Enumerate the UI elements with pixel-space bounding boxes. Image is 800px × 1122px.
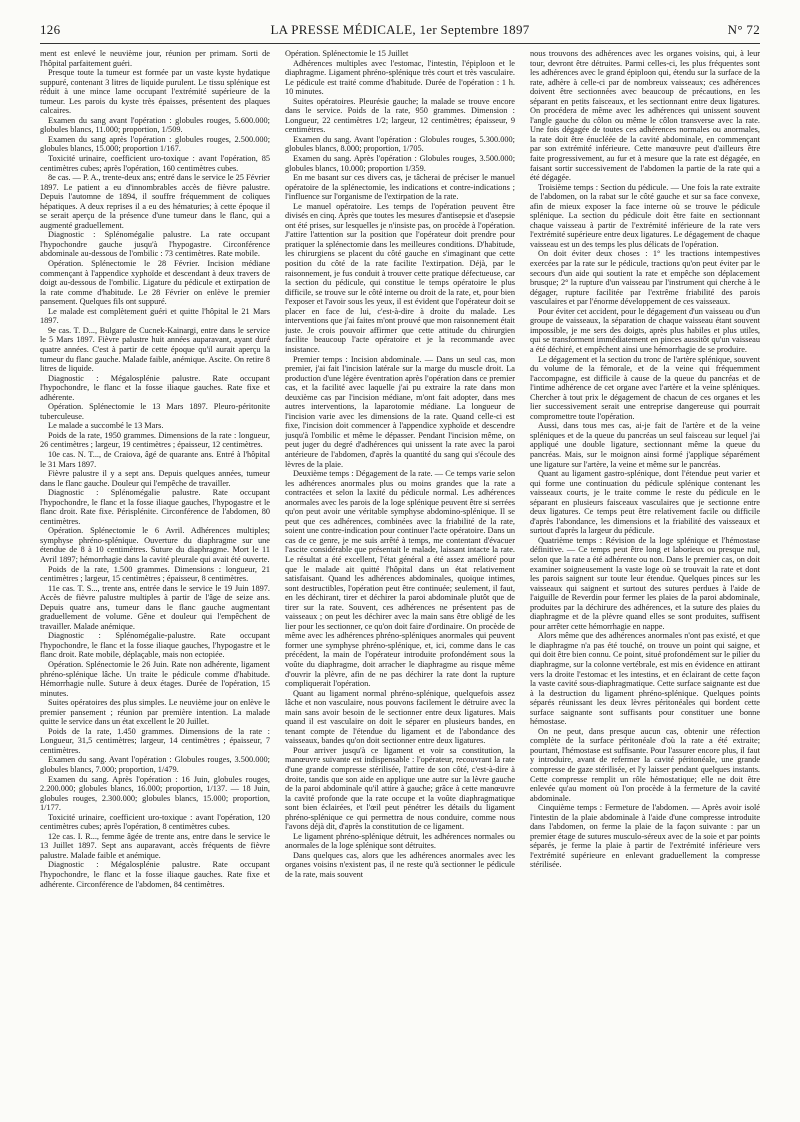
paragraph: Poids de la rate, 1.500 grammes. Dimensions : longueur, 21 centimètres ; largeur, 15 centimètres ; épaisseur, 8 centimètres. — [40, 564, 270, 584]
paragraph: Examen du sang après l'opération : globules rouges, 2.500.000; globules blancs, 15.000; proportion 1/167. — [40, 134, 270, 154]
paragraph: 10e cas. N. T..., de Craiova, âgé de quarante ans. Entré à l'hôpital le 31 Mars 1897. — [40, 449, 270, 469]
paragraph: Deuxième temps : Dégagement de la rate. — Ce temps varie selon les adhérences anormales plus ou moins grandes que la rate a contractées et selon la laxité du pédicule normal. Les adhérences anormales avec les parois de la loge splénique peuvent être si serrées qu'on peut avoir une véritable symphyse abdomino-splénique. Il se peut que ces adhérences, combinées avec la friabilité de la rate, soient une contre-indication pour continuer l'acte opératoire. Dans un cas de ce genre, je me suis arrêté à temps, me contentant d'évacuer l'ascite considérable que présentait le malade, laissant intacte la rate. Le résultat a été excellent, l'état général a été assez amélioré pour que le malade ait quitté l'hôpital dans un état relativement satisfaisant. Quand les adhérences abdominales, quoique intimes, sont destructibles, l'opération peut être continuée; seulement, il faut, en les déchirant, tirer et déchirer la paroi abdominale plutôt que de tirer sur la rate. Souvent, ces adhérences ne présentent pas de vaisseaux ; on peut les déchirer avec la main sans être obligé de les lier pour les sectionner, ce qu'on doit faire d'ordinaire. On procède de même avec les adhérences phréno-spléniques anormales qui peuvent former une symphyse phréno-splénique, et, ici, comme dans le cas précédent, la main de l'opérateur introduite profondément sous la voûte du diaphragme, doit arracher le diaphragme au risque même d'ouvrir la plèvre, afin de ne pas déchirer la rate dont la rupture compliquerait l'opération. — [285, 469, 515, 689]
paragraph: Presque toute la tumeur est formée par un vaste kyste hydatique suppuré, contenant 3 litres de liquide purulent. Le tissu splénique est réduit à une mince lame occupant l'extrémité supérieure de la tumeur. Les parois du kyste très épaisses, présentent des plaques calcaires. — [40, 68, 270, 116]
column-right — [530, 49, 760, 1114]
paragraph: 11e cas. T. S..., trente ans, entrée dans le service le 19 Juin 1897. Accès de fièvre palustre multiples à partir de l'âge de seize ans. Depuis quatre ans, tumeur dans le flanc gauche augmentant graduellement de volume. Gêne et douleur qui l'empêchent de travailler. Malade anémique. — [40, 583, 270, 631]
paragraph: Opération. Splénectomie le 13 Mars 1897. Pleuro-péritonite tuberculeuse. — [40, 402, 270, 421]
page-number: 126 — [40, 22, 61, 37]
paragraph: Pour arriver jusqu'à ce ligament et voir sa constitution, la manœuvre suivante est indispensable : l'opérateur, recouvrant la rate d'une grande compresse stérilisée, l'attire de son côté, c'est-à-dire à droite, tandis que son aide en applique une autre sur la lèvre gauche de la paroi abdominale qu'il attire à gauche; grâce à cette manœuvre la cavité profonde que la rate occupe et la voûte diaphragmatique sont bien éclairées, et l'œil peut pénétrer les détails du ligament phréno-splénique ce qui permettra de nous conduire, comme nous l'avons déjà dit, d'après la constitution de ce ligament. — [285, 745, 515, 832]
paragraph: Examen du sang. Après l'opération : 16 Juin, globules rouges, 2.200.000; globules blancs, 16.000; proportion, 1/137. — 18 Juin, globules rouges, 2.300.000; globules blancs, 15.000; proportion, 1/177. — [40, 774, 270, 813]
paragraph: Quatrième temps : Révision de la loge splénique et l'hémostase définitive. — Ce temps peut être long et laborieux ou presque nul, selon que la rate a été adhérente ou non. Dans le premier cas, on doit examiner soigneusement la vaste loge où se trouvait la rate et dont les parois saignent sur toute leur étendue. Quelques pinces sur les vaisseaux qui saignent et surtout des sutures perdues à l'aide de l'aiguille de Reverdin pour fermer les plaies de la paroi abdominale, produites par la déchirure des adhérences, et la suture des plaies du diaphragme et de la plèvre quand elles se sont produites, suffisent pour arrêter cette hémorrhagie en nappe. — [530, 535, 760, 631]
text-columns — [40, 49, 760, 1114]
header-rule — [40, 43, 760, 44]
paragraph: Diagnostic : Mégalosplénie palustre. Rate occupant l'hypochondre, le flanc et la fosse iliaque gauches. Rate fixe et adhérente. — [40, 373, 270, 402]
paragraph: Diagnostic : Splénomégalie palustre. La rate occupant l'hypochondre gauche jusqu'à l'hypogastre. Circonférence abdominale au-dessous de l'ombilic : 73 centimètres. Rate mobile. — [40, 230, 270, 259]
running-header — [40, 22, 760, 40]
paragraph: Poids de la rate, 1950 grammes. Dimensions de la rate : longueur, 26 centimètres ; largeur, 19 centimètres ; épaisseur, 12 centimètres. — [40, 430, 270, 450]
paragraph: 12e cas. I. R..., femme âgée de trente ans, entre dans le service le 13 Juillet 1897. Sept ans auparavant, accès fréquents de fièvre palustre. Malade faible et anémique. — [40, 831, 270, 860]
paragraph: Le ligament phréno-splénique détruit, les adhérences normales ou anormales de la loge splénique sont détruites. — [285, 831, 515, 851]
paragraph: 8e cas. — P. A., trente-deux ans; entré dans le service le 25 Février 1897. Le patient a eu d'innombrables accès de fièvre palustre. Depuis l'automne de 1894, il souffre fréquemment de coliques hépatiques. A deux reprises il a eu des hématuries; à cette époque il se serait aperçu de la présence d'une tumeur dans le flanc, qui a augmenté graduellement. — [40, 173, 270, 230]
paragraph: ment est enlevé le neuvième jour, réunion per primam. Sorti de l'hôpital parfaitement guéri. — [40, 49, 270, 68]
issue-number: N° 72 — [727, 22, 760, 37]
paragraph: Aussi, dans tous mes cas, ai-je fait de l'artère et de la veine spléniques et de la queue du pancréas un seul faisceau sur lequel j'ai appliqué une double ligature, sectionnant même la queue du pancréas. Mais, sur le moignon ainsi formé j'applique séparément une ligature sur l'artère, la veine et même sur le pancréas. — [530, 421, 760, 469]
paragraph: Examen du sang. Après l'opération : Globules rouges, 3.500.000; globules blancs, 10.000; proportion 1/359. — [285, 154, 515, 173]
column-left — [40, 49, 270, 1114]
paragraph: Poids de la rate, 1.450 grammes. Dimensions de la rate : Longueur, 31,5 centimètres; largeur, 14 centimètres ; épaisseur, 7 centimètres. — [40, 726, 270, 755]
paragraph: Le dégagement et la section du tronc de l'artère splénique, souvent du volume de la fémorale, et de la veine qui fréquemment l'accompagne, est difficile à cause de la queue du pancréas et de l'intime adhérence de cet organe avec l'artère et la veine spléniques. Chercher à tout prix le dégagement de chacun de ces organes et les lier successivement serait une entreprise dangereuse qui pourrait compromettre toute l'opération. — [530, 354, 760, 421]
paragraph: Cinquième temps : Fermeture de l'abdomen. — Après avoir isolé l'intestin de la plaie abdominale à l'aide d'une compresse introduite dans l'abdomen, on ferme la plaie de la façon suivante : par un premier étage de sutures musculo-séreux avec de la soie et par points séparés, je ferme la plaie à partir de l'extrémité inférieure vers l'extrémité supérieure en enlevant graduellement la compresse stérilisée. — [530, 803, 760, 870]
paragraph: En me basant sur ces divers cas, je tâcherai de préciser le manuel opératoire de la splénectomie, les indications et contre-indications ; l'influence sur l'organisme de l'extirpation de la rate. — [285, 173, 515, 202]
paragraph: Troisième temps : Section du pédicule. — Une fois la rate extraite de l'abdomen, on la rabat sur le côté gauche et sur sa face convexe, afin de mieux exposer la face interne où se trouve le pédicule splénique. La section du pédicule doit être faite en sectionnant chaque vaisseau à partir de l'extrémité inférieure de la rate vers l'extrémité supérieure entre deux ligatures. Le dégagement de chaque vaisseau est un des temps les plus délicats de l'opération. — [530, 182, 760, 249]
paragraph: Opération. Splénectomie le 26 Juin. Rate non adhérente, ligament phréno-splénique lâche. Un traite le pédicule comme d'habitude. Hémorrhagie nulle. Suture à deux étages. Durée de l'opération, 15 minutes. — [40, 660, 270, 698]
paragraph: Examen du sang. Avant l'opération : Globules rouges, 3.500.000; globules blancs, 7.000; proportion, 1/479. — [40, 755, 270, 775]
paragraph: Opération. Splénectomie le 15 Juillet — [285, 49, 409, 58]
paragraph: Diagnostic : Splénomégalie palustre. Rate occupant l'hypochondre, le flanc et la fosse iliaque gauches, l'hypogastre et le flanc droit. Rate fixe. Périsplénite. Circonférence de l'abdomen, 80 centimètres. — [40, 488, 270, 526]
paragraph: Diagnostic : Splénomégalie-palustre. Rate occupant l'hypochondre, le flanc et la fosse iliaque gauches, l'hypogastre et le flanc droit. Rate mobile, déplaçable, mais non ectopiée. — [40, 631, 270, 660]
paragraph: Opération. Splénectomie le 6 Avril. Adhérences multiples; symphyse phréno-splénique. Ouverture du diaphragme sur une étendue de 8 à 10 centimètres. Suture du diaphragme. Mort le 11 Avril 1897; hémorrhagie dans la cavité pleurale qui avait été ouverte. — [40, 526, 270, 564]
paragraph: nous trouvons des adhérences avec les organes voisins, qui, à leur tour, devront être détruites. Parmi celles-ci, les plus fréquentes sont les adhérences avec le grand épiploon qui, étendu sur la surface de la rate, adhère à celle-ci par de nombreux vaisseaux; ces adhérences doivent être sectionnées avec beaucoup de précautions, en les séparant en petits faisceaux, et les sectionnant entre deux ligatures. On procédera de même avec les adhérences qui unissent souvent l'angle gauche du côlon ou même le côlon transverse avec la rate. Une fois dégagée de toutes ces adhérences normales ou anormales, la rate doit être énucléée de la cavité abdominale, en commençant par son extrémité inférieure. Cette manœuvre peut d'ailleurs être faite progressivement, au fur et à mesure que la rate est dégagée, en faisant sortir successivement de l'abdomen la partie de la rate qui a été dégagée. — [530, 49, 760, 183]
paragraph: Fièvre palustre il y a sept ans. Depuis quelques années, tumeur dans le flanc gauche. Douleur qui l'empêche de travailler. — [40, 469, 270, 488]
paragraph: Examen du sang avant l'opération : globules rouges, 5.600.000; globules blancs, 11.000; proportion, 1/509. — [40, 115, 270, 135]
paragraph: 9e cas. T. D..., Bulgare de Cucnek-Kainargi, entre dans le service le 5 Mars 1897. Fièvre palustre huit années auparavant, ayant duré quatre années. C'est à partir de cette époque qu'il aurait aperçu la tumeur du flanc gauche. Malade faible, anémique. Ascite. On retire 8 litres de liquide. — [40, 325, 270, 374]
paragraph: Alors même que des adhérences anormales n'ont pas existé, et que le diaphragme n'a pas été touché, on trouve un point qui saigne, et qui doit être bien connu. Ce point, situé profondément sur le pilier du diaphragme, sur la colonne vertébrale, est mis en évidence en attirant vers la droite l'estomac et les intestins, et en éclairant de cette façon la vaste cavité sous-diaphragmatique. Cette surface saignante est due à la destruction du ligament phréno-splénique. Quelques points séparés réunissant les deux lèvres péritonéales qui bordent cette surface saignante sont suffisants pour constituer une bonne hémostase. — [530, 631, 760, 727]
paragraph: Suites opératoires. Pleurésie gauche; la malade se trouve encore dans le service. Poids de la rate, 950 grammes. Dimension : Longueur, 22 centimètres 1/2; largeur, 12 centimètres; épaisseur, 9 centimètres. — [285, 96, 515, 135]
paragraph: Le malade a succombé le 13 Mars. — [48, 421, 164, 431]
paragraph: Suites opératoires des plus simples. Le neuvième jour on enlève le premier pansement ; réunion par première intention. La malade quitte le service dans un état excellent le 20 Juillet. — [40, 698, 270, 727]
paragraph: Le malade est complètement guéri et quitte l'hôpital le 21 Mars 1897. — [40, 306, 270, 326]
paragraph: On ne peut, dans presque aucun cas, obtenir une réfection complète de la surface péritonéale d'où la rate a été extraite; pourtant, l'hémostase est suffisante. Pour l'assurer encore plus, il faut y introduire, avant de refermer la cavité péritonéale, une grande compresse de gaze stérilisée, et l'y laisser pendant quelques instants. Cette compresse remplit un rôle hémostatique; elle ne doit être enlevée qu'au moment où l'on procède à la fermeture de la cavité abdominale. — [530, 726, 760, 803]
paragraph: Pour éviter cet accident, pour le dégagement d'un vaisseau ou d'un groupe de vaisseaux, la séparation de chaque vaisseau étant souvent impossible, je me sers des doigts, après plus habiles et plus utiles, qui se transforment immédiatement en pinces aussitôt qu'un vaisseau a été déchiré, et empêchent ainsi une hémorrhagie de se produire. — [530, 306, 760, 354]
paragraph: Premier temps : Incision abdominale. — Dans un seul cas, mon premier, j'ai fait l'incision latérale sur la marge du muscle droit. La production d'une légère éventration après l'opération dans ce premier cas, et la facilité avec laquelle j'ai pu extraire la rate dans mon deuxième cas par l'incision médiane, m'ont fait adopter, dans mes autres interventions, la laparotomie médiane. La longueur de l'incision varie avec les dimensions de la rate. Quand celle-ci est fixe, l'incision doit commencer à l'appendice xyphoïde et descendre jusqu'à l'ombilic et même le dépasser. Pendant l'incision même, on peut juger du degré d'adhérences qui unissent la rate avec la paroi antérieure de l'abdomen, d'après la quantité du sang qui s'écoule des lèvres de la plaie. — [285, 354, 515, 469]
paragraph: On doit éviter deux choses : 1° les tractions intempestives exercées par la rate sur le pédicule, tractions qu'on peut éviter par le secours d'un aide qui soutient la rate et empêche son déplacement brusque; 2° la rupture d'un vaisseau par l'instrument qui cherche à le dégager, rupture facilitée par l'extrême friabilité des parois vasculaires et par l'énorme développement de ces vaisseaux. — [530, 249, 760, 307]
column-middle — [285, 49, 515, 1114]
paragraph: Le manuel opératoire. Les temps de l'opération peuvent être divisés en cinq. Après que toutes les mesures d'antisepsie et d'asepsie ont été prises, sur lesquelles je n'insiste pas, on procède à l'opération. J'attire l'attention sur la position que l'opérateur doit prendre pour pratiquer la splénectomie dans les meilleures conditions. D'habitude, les chirurgiens se placent du côté gauche en s'imaginant que cette position du côté de la rate facilite l'extirpation. Déjà, par le raisonnement, je fus conduit à trouver cette pratique défectueuse, car la section du pédicule, qui constitue le temps opératoire le plus difficile, se trouve sur le côté interne ou droit de la rate, et, pour bien l'exposer et l'avoir sous les yeux, il est évident que l'opérateur doit se placer en face de lui, c'est-à-dire à droite du malade. Les interventions que j'ai faites m'ont prouvé que mon raisonnement était juste. Je crois pouvoir affirmer que cette attitude du chirurgien facilite beaucoup l'acte opératoire et je la recommande avec insistance. — [285, 201, 515, 354]
paragraph: Toxicité urinaire, coefficient uro-toxique : avant l'opération, 120 centimètres cubes; après l'opération, 8 centimètres cubes. — [40, 812, 270, 832]
journal-title: LA PRESSE MÉDICALE, 1er Septembre 1897 — [270, 22, 530, 37]
paragraph: Opération. Splénectomie le 28 Février. Incision médiane commençant à l'appendice xyphoïde et descendant à deux travers de doigt au-dessous de l'ombilic. Ligature du pédicule et extirpation de la rate comme d'habitude. Le 28 Février on enlève le premier pansement. Quelques fils ont suppuré. — [40, 259, 270, 307]
paragraph: Diagnostic : Mégalosplénie palustre. Rate occupant l'hypochondre, le flanc et la fosse iliaque gauches. Rate fixe et adhérente. Circonférence de l'abdomen, 84 centimètres. — [40, 860, 270, 889]
paragraph: Dans quelques cas, alors que les adhérences anormales avec les organes voisins n'existent pas, il ne reste qu'à sectionner le pédicule de la rate, mais souvent — [285, 850, 515, 880]
paragraph: Toxicité urinaire, coefficient uro-toxique : avant l'opération, 85 centimètres cubes; après l'opération, 160 centimètres cubes. — [40, 154, 270, 173]
paragraph: Examen du sang. Avant l'opération : Globules rouges, 5.300.000; globules blancs, 8.000; proportion, 1/705. — [285, 134, 515, 154]
paragraph: Adhérences multiples avec l'estomac, l'intestin, l'épiploon et le diaphragme. Ligament phréno-splénique très court et très vasculaire. Le pédicule est traité comme d'habitude. Durée de l'opération : 1 h. 10 minutes. — [285, 58, 515, 97]
paragraph: Quant au ligament normal phréno-splénique, quelquefois assez lâche et non vasculaire, nous pouvons facilement le détruire avec la main sans avoir besoin de le sectionner entre deux ligatures. Mais quand il est vasculaire on doit le séparer en plusieurs bandes, en tenant compte de l'étendue du ligament et de l'abondance des vaisseaux, bandes qu'on doit sectionner entre deux ligatures. — [285, 688, 515, 746]
paragraph: Quant au ligament gastro-splénique, dont l'étendue peut varier et qui forme une continuation du pédicule splénique contenant les vaisseaux courts, je le traite comme le reste du pédicule en le séparant en plusieurs faisceaux vasculaires que je sectionne entre deux ligatures. Ce temps peut être relativement facile ou difficile d'après l'abondance, les dimensions et la friabilité des vaisseaux et surtout d'après la largeur du pédicule. — [530, 469, 760, 536]
